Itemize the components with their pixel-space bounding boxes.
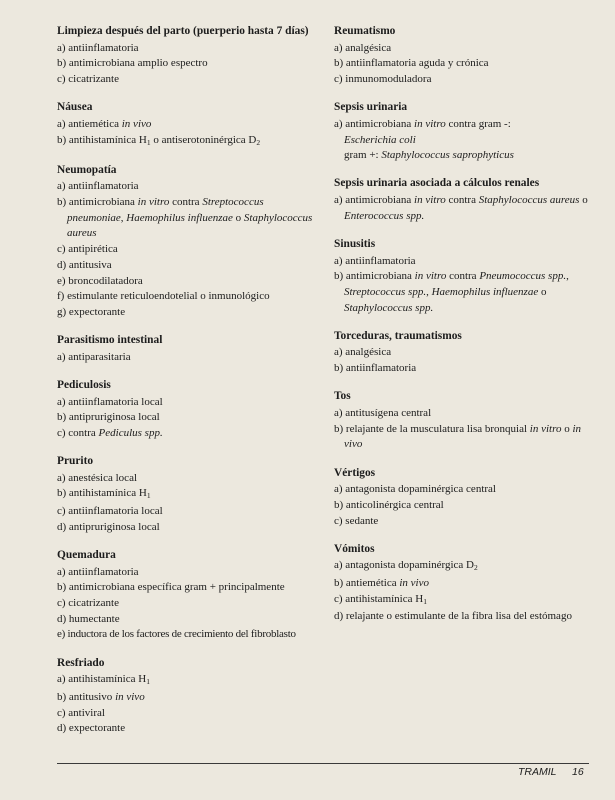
section-title: Vómitos [334,542,375,555]
list-item: a) antimicrobiana in vitro contra gram -: Escherichia coli gram +: Staphylococcus saprophyticus [334,117,514,162]
list-item: c) antiinflamatoria local [57,505,163,518]
section-title: Torceduras, traumatismos [334,329,462,342]
list-item: a) antiinflamatoria [57,180,139,193]
section-title: Sepsis urinaria asociada a cálculos renales [334,177,540,190]
section-nausea [57,100,319,150]
section-title: Neumopatía [57,163,117,176]
list-item: c) inmunomoduladora [334,73,432,85]
list-item: b) antitusivo in vivo [57,690,145,703]
list-item: b) antihistamínica $H_1$ o antiserotoninérgica $D_2$ [57,133,261,147]
list-item: a) antitusígena central [334,406,432,419]
list-item: b) antiinflamatoria aguda y crónica [334,57,489,70]
section-neumopatia [57,163,319,321]
list-item: c) cicatrizante [57,597,119,610]
list-item: d) humectante [57,612,120,625]
list-item: a) antiinflamatoria local [57,395,163,408]
list-item: b) antimicrobiana amplio espectro [57,57,208,70]
list-item: b) relajante de la musculatura lisa bronquial in vitro o in vivo [334,422,582,451]
section-title: Parasitismo intestinal [57,334,163,347]
footer-rule [57,763,589,764]
section-vertigos [334,466,596,530]
list-item: a) antimicrobiana in vitro contra Staphylococcus aureus o Enterococcus spp. [334,194,588,222]
list-item: a) antiparasitaria [57,350,131,363]
section-title: Pediculosis [57,378,111,391]
list-item: f) estimulante reticuloendotelial o inmunológico [57,290,270,303]
section-limpieza [57,24,319,88]
section-title: Sepsis urinaria [334,101,408,114]
section-title: Vértigos [334,466,376,479]
section-prurito [57,454,319,535]
list-item: c) contra Pediculus spp. [57,426,163,439]
list-item: d) relajante o estimulante de la fibra lisa del estómago [334,610,572,623]
list-item: a) antihistamínica $H_1$ [57,673,150,687]
list-item: b) antimicrobiana in vitro contra Streptococcus pneumoniae, Haemophilus influenzae o Staphylococcus aureus [57,196,313,240]
section-tos [334,389,596,453]
list-item: b) antimicrobiana in vitro contra Pneumococcus spp., Streptococcus spp., Haemophilus influenzae o Staphylococcus spp. [334,270,569,314]
list-item: c) antihistamínica $H_1$ [334,592,427,606]
list-item: e) inductora de los factores de crecimiento del fibroblasto [57,628,296,641]
list-item: a) analgésica [334,41,392,54]
section-vomitos [334,542,596,625]
list-item: d) expectorante [57,722,126,735]
page-number: 16 [572,766,584,778]
list-item: c) antipirética [57,243,118,256]
section-title: Sinusitis [334,237,376,250]
list-item: a) antiemética in vivo [57,117,152,130]
list-item: a) antiinflamatoria [57,41,139,54]
section-sepsis-urinaria [334,100,596,164]
section-torceduras [334,329,596,377]
section-pediculosis [57,378,319,442]
left-column [57,24,319,750]
section-title: Quemadura [57,549,116,562]
list-item: b) anticolinérgica central [334,498,444,511]
list-item: d) antipruriginosa local [57,520,160,533]
section-title: Náusea [57,101,93,114]
section-sinusitis [334,237,596,316]
list-item: b) antipruriginosa local [57,411,160,424]
section-parasitismo [57,333,319,365]
section-title: Reumatismo [334,25,396,37]
list-item: b) antihistamínica $H_1$ [57,487,151,501]
list-item: a) antagonista dopaminérgica central [334,483,496,496]
list-item: b) antiemética in vivo [334,577,429,590]
list-item: b) antiinflamatoria [334,362,417,375]
right-column [334,24,596,638]
list-item: a) analgésica [334,346,392,359]
section-title: Resfriado [57,656,105,669]
list-item: a) antiinflamatoria [57,565,139,578]
list-item: c) antiviral [57,706,105,719]
section-title: Tos [334,390,351,403]
section-quemadura [57,548,319,643]
list-item: c) sedante [334,514,379,527]
section-title: Prurito [57,455,94,468]
list-item: a) antagonista dopaminérgica $D_2$ [334,559,478,573]
list-item: b) antimicrobiana específica gram + principalmente [57,581,285,594]
list-item: a) anestésica local [57,471,138,484]
list-item: a) antiinflamatoria [334,254,416,267]
list-item: e) broncodilatadora [57,274,143,287]
section-reumatismo [334,24,596,88]
list-item: d) antitusiva [57,258,112,271]
list-item: c) cicatrizante [57,73,119,85]
section-title: Limpieza después del parto (puerperio hasta 7 días) [57,25,309,37]
section-resfriado [57,656,319,737]
section-sepsis-calculos [334,176,596,224]
list-item: g) expectorante [57,305,126,318]
footer-brand: TRAMIL [518,766,557,778]
